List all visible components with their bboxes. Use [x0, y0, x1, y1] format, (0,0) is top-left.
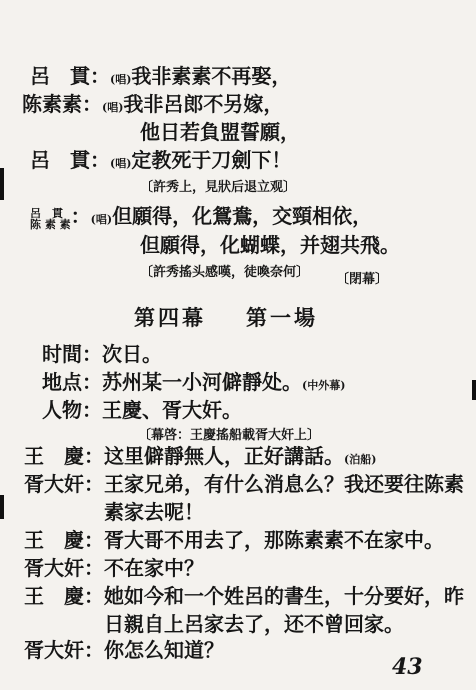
stage-mark: (唱) — [102, 101, 124, 114]
scene-title: 第一場 — [246, 305, 318, 330]
place-label: 地点： — [42, 370, 102, 394]
stage-mark: (唱) — [110, 157, 132, 170]
speaker: 胥大奸： — [24, 638, 104, 662]
dialogue-line — [30, 200, 372, 230]
dialogue-line — [24, 580, 464, 609]
dialogue-line — [24, 552, 204, 581]
speaker: 王 慶： — [24, 584, 104, 608]
page-edge-mark — [0, 168, 4, 200]
speaker: 呂 貫： — [30, 148, 110, 172]
time-line — [42, 338, 162, 367]
page-number: 43 — [392, 654, 423, 680]
dialogue-line — [104, 496, 204, 525]
colon: ： — [70, 204, 91, 228]
speaker: 王 慶： — [24, 444, 104, 468]
speaker: 陈素素： — [22, 92, 102, 116]
place-line — [42, 366, 345, 395]
stage-direction: 〔許秀搖头感嘆，徒喚奈何〕 — [140, 265, 310, 280]
dialogue-line — [22, 88, 283, 117]
speaker: 陈 素 素 — [30, 217, 71, 231]
line-text: 定教死于刀劍下！ — [131, 148, 292, 172]
dialogue-line — [140, 229, 400, 258]
line-text: 这里僻靜無人，正好講話。 — [104, 444, 344, 468]
dialogue-line — [30, 60, 291, 89]
line-text: 你怎么知道？ — [104, 638, 224, 662]
dialogue-line — [24, 634, 224, 663]
line-text: 他日若負盟誓願， — [140, 120, 300, 144]
curtain-close: 〔閉幕〕 — [336, 272, 389, 287]
speaker: 王 慶： — [24, 528, 104, 552]
dialogue-line — [30, 144, 291, 173]
speaker: 呂 貫： — [30, 64, 110, 88]
dialogue-line — [24, 440, 376, 469]
page-edge-mark — [472, 380, 476, 400]
time-value: 次日。 — [102, 342, 162, 366]
stage-direction: 〔幕啓：王慶搖船載胥大奸上〕 — [138, 428, 321, 443]
speaker: 呂 貫 — [30, 206, 63, 220]
line-text: 日親自上呂家去了，还不曾回家。 — [104, 612, 404, 636]
dialogue-line — [24, 524, 444, 553]
line-text: 她如今和一个姓呂的書生，十分要好，昨 — [104, 584, 464, 608]
stage-mark: (唱) — [110, 73, 132, 86]
duet-speakers — [30, 208, 71, 230]
dialogue-line — [24, 468, 464, 497]
line-text: 不在家中？ — [104, 556, 204, 580]
line-text: 但願得，化蝴蝶，并翅共飛。 — [140, 233, 400, 257]
stage-note: (泊船) — [344, 453, 377, 466]
people-line — [42, 394, 242, 423]
page-edge-mark — [0, 495, 4, 519]
speaker: 胥大奸： — [24, 472, 104, 496]
stage-direction: 〔許秀上，見狀后退立观〕 — [140, 180, 297, 195]
act-title: 第四幕 — [134, 305, 206, 330]
dialogue-line — [104, 608, 404, 637]
line-text: 王家兄弟，有什么消息么？我还要往陈素 — [104, 472, 464, 496]
line-text: 胥大哥不用去了，那陈素素不在家中。 — [104, 528, 444, 552]
speaker: 胥大奸： — [24, 556, 104, 580]
place-note: (中外幕) — [302, 379, 346, 392]
place-value: 苏州某一小河僻靜处。 — [102, 370, 302, 394]
dialogue-line — [140, 116, 300, 145]
line-text: 素家去呢！ — [104, 500, 204, 524]
stage-mark: (唱) — [90, 213, 113, 226]
line-text: 但願得，化鴛鴦，交頸相依， — [112, 204, 373, 228]
people-value: 王慶、胥大奸。 — [102, 398, 242, 422]
time-label: 时間： — [42, 342, 102, 366]
line-text: 我非呂郎不另嫁， — [123, 92, 284, 116]
line-text: 我非素素不再娶， — [131, 64, 292, 88]
people-label: 人物： — [42, 398, 102, 422]
